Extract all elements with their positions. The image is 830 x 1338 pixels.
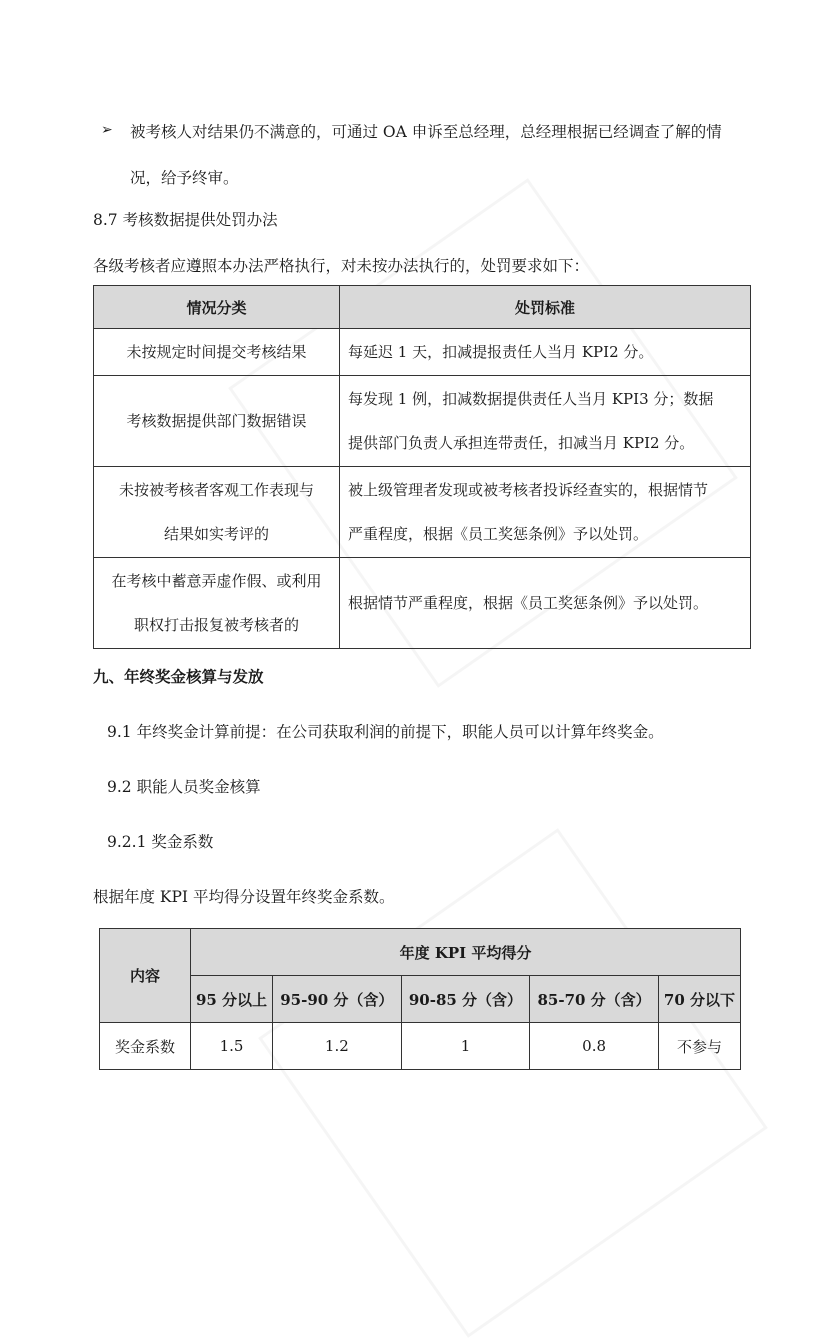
- table-row: [94, 329, 751, 376]
- cell-line: 未按被考核者客观工作表现与: [118, 481, 314, 499]
- table-row: [94, 376, 751, 467]
- penalty-category-cell: [94, 467, 340, 558]
- bonus-intro-paragraph: 根据年度 KPI 平均得分设置年终奖金系数。: [93, 888, 395, 906]
- cell-line: 未按规定时间提交考核结果: [126, 343, 307, 361]
- penalty-standard-cell: [340, 376, 751, 467]
- bonus-header-group: 年度 KPI 平均得分: [191, 929, 741, 976]
- cell-line: 严重程度，根据《员工奖惩条例》予以处罚。: [348, 525, 649, 543]
- bullet-text-line1: 被考核人对结果仍不满意的，可通过 OA 申诉至总经理，总经理根据已经调查了解的情: [130, 123, 722, 141]
- cell-line: 每延迟 1 天，扣减提报责任人当月 KPI2 分。: [348, 343, 654, 361]
- cell-line: 每发现 1 例，扣减数据提供责任人当月 KPI3 分；数据: [348, 390, 714, 408]
- penalty-table: [93, 285, 751, 649]
- cell-line: 职权打击报复被考核者的: [133, 616, 299, 634]
- bonus-range-header: 95-90 分（含）: [273, 976, 402, 1023]
- section-9-heading: 九、年终奖金核算与发放: [93, 668, 264, 686]
- cell-line: 提供部门负责人承担连带责任，扣减当月 KPI2 分。: [348, 434, 695, 452]
- bonus-value-cell: 1.5: [191, 1023, 273, 1070]
- cell-line: 根据情节严重程度，根据《员工奖惩条例》予以处罚。: [348, 594, 709, 612]
- bullet-arrow-icon: ➢: [101, 122, 113, 138]
- table-row: [94, 467, 751, 558]
- penalty-category-cell: [94, 558, 340, 649]
- cell-line: 结果如实考评的: [163, 525, 269, 543]
- bonus-header-content: 内容: [100, 929, 191, 1023]
- bonus-value-cell: 1.2: [273, 1023, 402, 1070]
- penalty-category-cell: [94, 376, 340, 467]
- table-row: [94, 558, 751, 649]
- penalty-category-cell: [94, 329, 340, 376]
- section-9-2-heading: 9.2 职能人员奖金核算: [107, 778, 261, 796]
- cell-line: 在考核中蓄意弄虚作假、或利用: [111, 572, 322, 590]
- bonus-range-header: 85-70 分（含）: [530, 976, 659, 1023]
- table-row: [100, 1023, 741, 1070]
- section-8-7-intro: 各级考核者应遵照本办法严格执行，对未按办法执行的，处罚要求如下：: [93, 257, 590, 275]
- penalty-header-category: 情况分类: [94, 286, 340, 329]
- penalty-header-standard: 处罚标准: [340, 286, 751, 329]
- bonus-range-header: 70 分以下: [658, 976, 740, 1023]
- bullet-text-line2: 况，给予终审。: [130, 169, 239, 187]
- bonus-row-label: 奖金系数: [100, 1023, 191, 1070]
- section-9-1-text: 9.1 年终奖金计算前提：在公司获取利润的前提下，职能人员可以计算年终奖金。: [107, 723, 664, 741]
- bonus-range-header: 90-85 分（含）: [401, 976, 530, 1023]
- penalty-table-header-row: [94, 286, 751, 329]
- bonus-value-cell: 1: [401, 1023, 530, 1070]
- bonus-coefficient-table: [99, 928, 741, 1070]
- penalty-standard-cell: [340, 467, 751, 558]
- bonus-header-row-2: [100, 976, 741, 1023]
- cell-line: 被上级管理者发现或被考核者投诉经查实的，根据情节: [348, 481, 709, 499]
- section-8-7-heading: 8.7 考核数据提供处罚办法: [93, 211, 278, 229]
- cell-line: 考核数据提供部门数据错误: [126, 412, 307, 430]
- section-9-2-1-heading: 9.2.1 奖金系数: [107, 833, 214, 851]
- penalty-standard-cell: [340, 329, 751, 376]
- bonus-value-cell: 不参与: [658, 1023, 740, 1070]
- penalty-standard-cell: [340, 558, 751, 649]
- bonus-header-row-1: [100, 929, 741, 976]
- bonus-value-cell: 0.8: [530, 1023, 659, 1070]
- bonus-range-header: 95 分以上: [191, 976, 273, 1023]
